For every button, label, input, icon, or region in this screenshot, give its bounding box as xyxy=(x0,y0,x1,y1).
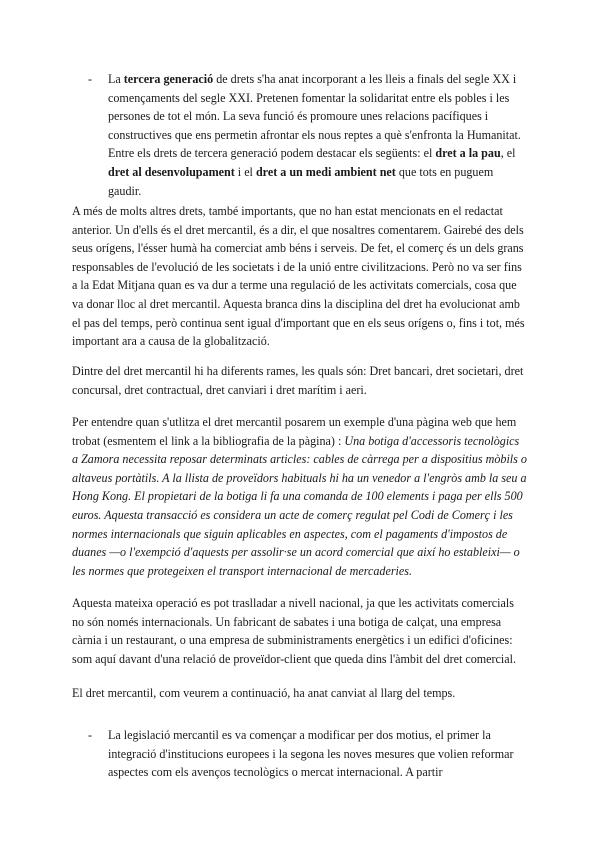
paragraph-branches: Dintre del dret mercantil hi ha diferents rames, les quals són: Dret bancari, dret societari, dret concursal, dret contractual, dret canviari i dret marítim i aeri. xyxy=(72,364,524,397)
paragraph-national: Aquesta mateixa operació es pot traslladar a nivell nacional, ja que les activitats comercials no són només internacionals. Un fabricant de sabates i una botiga de calçat, una empresa càrnia i un restaurant, o una empresa de subministraments energètics i un edifici d'oficines: som aquí davant d'una relació de proveïdor-client que queda dins l'àmbit del dret comercial. xyxy=(72,596,517,666)
third-generation-rights-bullet: La tercera generació de drets s'ha anat incorporant a les lleis a finals del segle XX i començaments del segle XXI. Pretenen fomentar la solidaritat entre els pobles i les persones de tot el món. La seva funció és promoure unes relacions pacífiques i constructives que ens permetin afrontar els nous reptes a què s'enfronta la Humanitat. Entre els drets de tercera generació podem destacar els següents: el dret a la pau, el dret al desenvolupament i el dret a un medi ambient net que tots en puguem gaudir. xyxy=(108,72,521,198)
paragraph-other-rights: A més de molts altres drets, també importants, que no han estat mencionats en el redactat anterior. Un d'ells és el dret mercantil, és a dir, el que nosaltres comentarem. Gairebé des dels seus orígens, l'ésser humà ha comerciat amb béns i serveis. De fet, el comerç és un dels grans responsables de l'evolució de les societats i de la unió entre civilitzacions. Però no va ser fins a la Edat Mitjana quan es va dur a terme una regulació de les activitats comercials, cosa que va donar lloc al dret mercantil. Aquesta branca dins la disciplina del dret ha evolucionat amb el pas del temps, però continua sent igual d'important que en els seus orígens o, fins i tot, més important ara a causa de la globalització. xyxy=(72,204,525,349)
bullet-dash: - xyxy=(88,72,93,86)
bullet-dash: - xyxy=(88,728,93,742)
paragraph-changed: El dret mercantil, com veurem a continuació, ha anat canviat al llarg del temps. xyxy=(72,686,456,700)
paragraph-example: Per entendre quan s'utlitza el dret mercantil posarem un exemple d'una pàgina web que hem trobat (esmentem el link a la bibliografia de la pàgina) : Una botiga d'accessoris tecnològics a Zamora necessita reposar determinats articles: cables de càrrega per a dispositius mòbils o altaveus portàtils. A la llista de proveïdors habituals hi ha un venedor a l'engròs amb la seu a Hong Kong. El propietari de la botiga li fa una comanda de 100 elements i paga per ells 500 euros. Aquesta transacció es considera un acte de comerç regulat pel Codi de Comerç i les normes internacionals que siguin aplicables en aspectes, com el pagaments d'impostos de duanes —o l'exempció d'aquests per assolir·se un acord comercial que així ho estableixi— o les normes que protegeixen el transport internacional de mercaderies. xyxy=(72,415,527,578)
example-quote: Una botiga d'accessoris tecnològics a Zamora necessita reposar determinats articles: cables de càrrega per a dispositius mòbils o altaveus portàtils. A la llista de proveïdors habituals hi ha un venedor a l'engròs amb la seu a Hong Kong. El propietari de la botiga li fa una comanda de 100 elements i paga per ells 500 euros. Aquesta transacció es considera un acte de comerç regulat pel Codi de Comerç i les normes internacionals que siguin aplicables en aspectes, com el pagaments d'impostos de duanes —o l'exempció d'aquests per assolir·se un acord comercial que així ho estableixi— o les normes que protegeixen el transport internacional de mercaderies. xyxy=(72,433,527,578)
legislation-bullet: La legislació mercantil es va començar a modificar per dos motius, el primer la integració d'institucions europees i la segona les noves mesures que volien reformar aspectes com els avenços tecnològics o mercat internacional. A partir xyxy=(108,728,514,780)
